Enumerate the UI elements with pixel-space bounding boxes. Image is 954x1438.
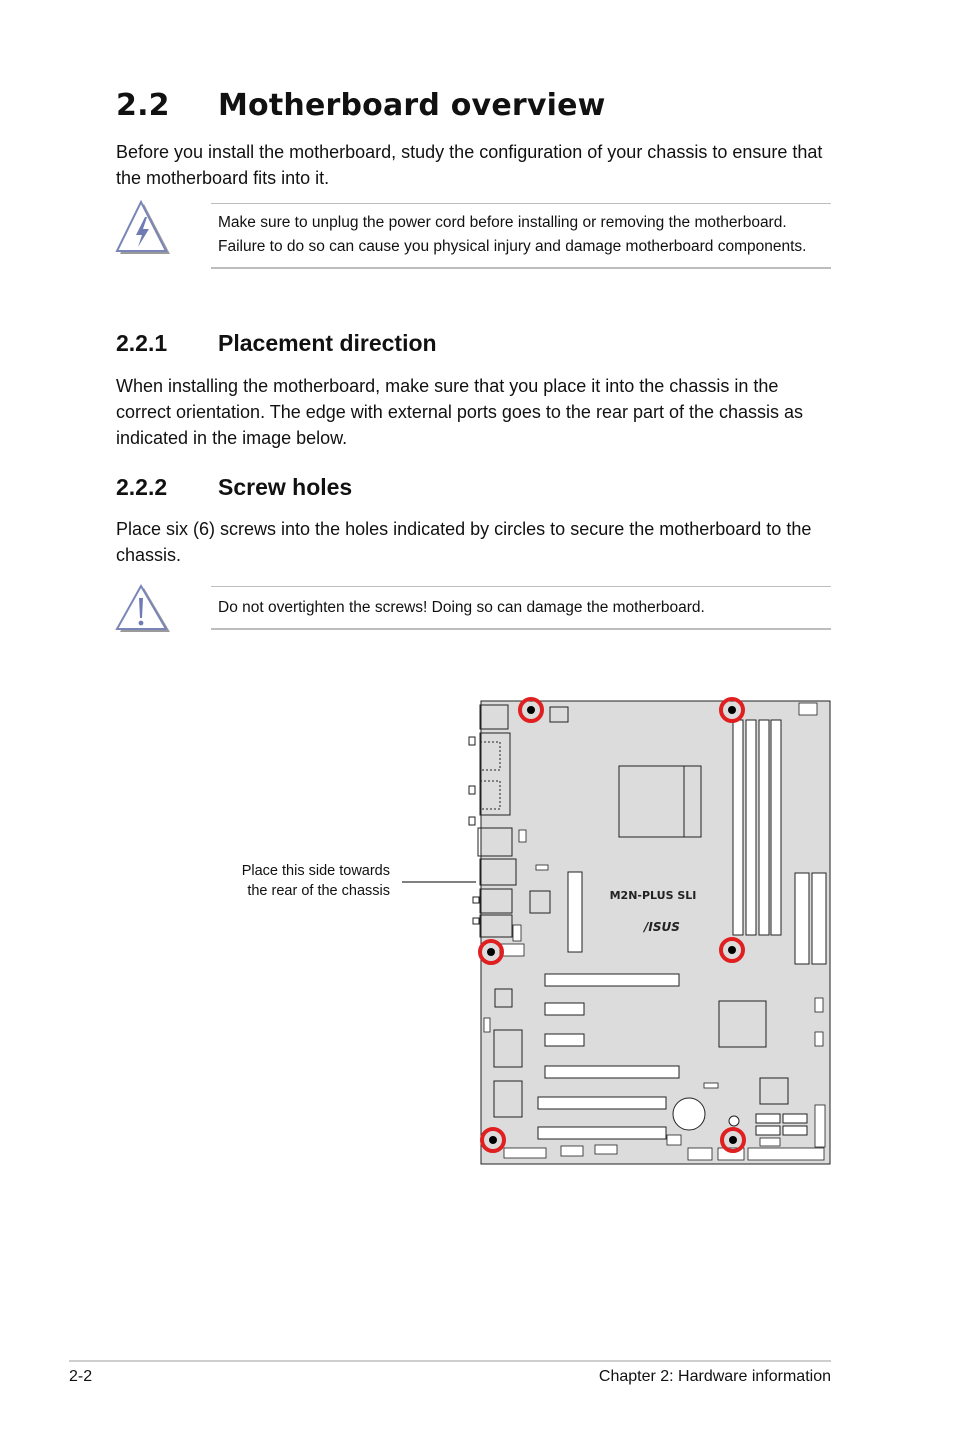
caution-note-text: Do not overtighten the screws! Doing so can damage the motherboard. xyxy=(218,599,705,616)
placement-heading xyxy=(116,330,437,357)
chapter-title: Chapter 2: Hardware information xyxy=(598,1368,831,1385)
section-title-text: Motherboard overview xyxy=(218,88,606,123)
callout-line-1: Place this side towards xyxy=(241,863,390,879)
cpu-socket xyxy=(619,766,701,837)
screw-holes-text: Place six (6) screws into the holes indicated by circles to secure the motherboard to the chassis. xyxy=(116,519,812,565)
rear-side-callout xyxy=(242,861,390,901)
cmos-battery xyxy=(673,1098,705,1130)
page-number: 2-2 xyxy=(69,1368,93,1385)
exclamation-caution-icon xyxy=(114,584,170,634)
screw-holes-heading xyxy=(116,474,352,501)
placement-number: 2.2.1 xyxy=(116,330,168,356)
caution-note xyxy=(211,586,831,630)
placement-title: Placement direction xyxy=(218,330,437,356)
screw-holes-number: 2.2.2 xyxy=(116,474,168,500)
footer-divider xyxy=(69,1360,831,1362)
callout-line-2: the rear of the chassis xyxy=(247,883,390,899)
section-number: 2.2 xyxy=(116,88,170,123)
brand-logo: /ISUS xyxy=(644,920,680,934)
section-intro: Before you install the motherboard, study the configuration of your chassis to ensure that the motherboard fits into it. xyxy=(116,142,823,188)
motherboard-diagram xyxy=(400,690,840,1180)
placement-text: When installing the motherboard, make sure that you place it into the chassis in the correct orientation. The edge with external ports goes to the rear part of the chassis as indicated in the image below. xyxy=(116,376,804,448)
warning-note-text: Make sure to unplug the power cord before installing or removing the motherboard. Failure to do so can cause you physical injury and damage motherboard components. xyxy=(218,214,807,255)
section-title xyxy=(116,88,606,123)
warning-note xyxy=(211,203,831,269)
screw-holes-title: Screw holes xyxy=(218,474,353,500)
board-model-label: M2N-PLUS SLI xyxy=(609,889,697,902)
lightning-warning-icon xyxy=(114,200,170,258)
